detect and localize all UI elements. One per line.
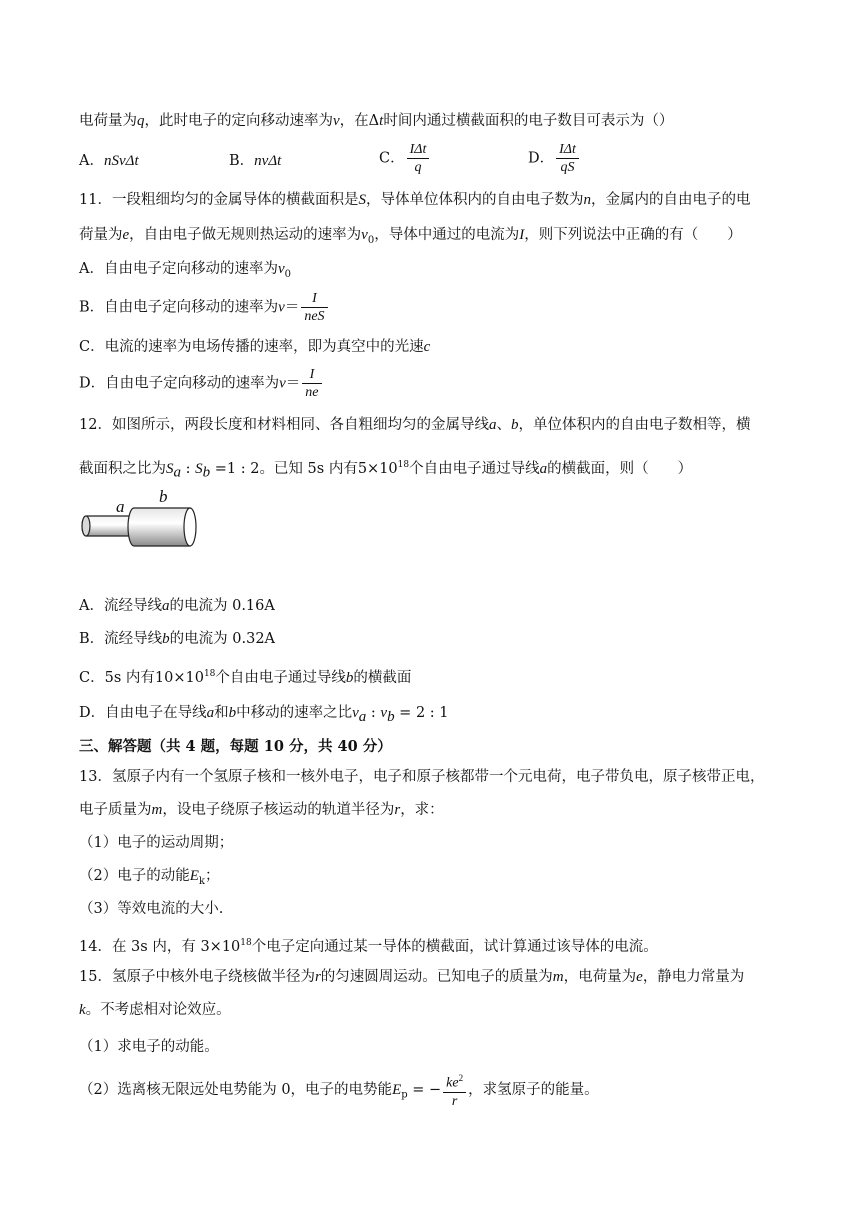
q13-subquestion-2: （2）电子的动能$E_k$； <box>79 868 220 887</box>
q11-stem-line1: 11．一段粗细均匀的金属导体的横截面积是S，导体单位体积内的自由电子数为n，金属内的自由电子的电 <box>79 192 751 208</box>
q10-option-b: B．nvΔt <box>229 153 282 169</box>
q14-stem: 14．在 3s 内，有 $3\times 10^{18}$个电子定向通过某一导体的横截面，试计算通过该导体的电流。 <box>79 938 658 955</box>
q11-option-b: B．自由电子定向移动的速率为v＝ $\frac{I}{\text{neS}}$ <box>79 290 330 325</box>
wire-b-end <box>184 508 196 546</box>
q10-stem <box>79 111 673 131</box>
q11-option-d: D．自由电子定向移动的速率为v＝ $\frac{I}{ne}$ <box>79 366 324 401</box>
q12-option-a: A．流经导线a的电流为 0.16A <box>79 598 275 614</box>
q12-stem-line2: 截面积之比为$S_a$ : $S_b =1$ : 2。已知 5s 内有$5\times 10^{18}$个自由电子通过导线a的横截面，则（ ） <box>79 460 693 481</box>
q12-stem-line1: 12．如图所示，两段长度和材料相同、各自粗细均匀的金属导线a、b，单位体积内的自由电子数相等，横 <box>79 417 751 433</box>
wire-b <box>128 508 190 546</box>
q15-subquestion-2: （2）选离核无限远处电势能为 0，电子的电势能$E_p$ = − $\frac{ke^2}{r}$ ，求氢原子的能量。 <box>79 1070 599 1110</box>
q10-stem-text: 电荷量为 <box>79 113 137 129</box>
q12-option-d: D．自由电子在导线a和b中移动的速率之比$v_a$ : $v_b = 2$ : 1 <box>79 705 449 725</box>
q11-option-a: A．自由电子定向移动的速率为$v_0$ <box>79 261 292 280</box>
q12-wire-figure <box>76 486 206 552</box>
q13-subquestion-3: （3）等效电流的大小. <box>79 901 224 917</box>
section-heading: 三、解答题（共 4 题，每题 10 分，共 40 分） <box>79 738 392 755</box>
wire-a-label: a <box>116 497 125 516</box>
fraction: $\frac{I}{\text{neS}}$ <box>301 290 327 325</box>
q15-stem-line2: k。不考虑相对论效应。 <box>79 1002 231 1018</box>
fraction: $\frac{I}{ne}$ <box>302 366 321 401</box>
q10-stem-text: ，此时电子的定向移动速率为 <box>144 113 333 129</box>
wire-a-end <box>82 516 90 536</box>
q11-option-c: C．电流的速率为电场传播的速率，即为真空中的光速c <box>79 339 431 355</box>
q10-var-t: t <box>379 113 384 129</box>
q10-stem-text: ，在Δ <box>339 113 380 129</box>
q12-option-b: B．流经导线b的电流为 0.32A <box>79 631 276 647</box>
q10-option-c: C． $\frac{\text{IΔt}}{q}$ <box>379 141 431 176</box>
fraction: $\frac{\text{IΔt}}{qS}$ <box>556 141 579 176</box>
q13-stem-line2: 电子质量为m，设电子绕原子核运动的轨道半径为r，求： <box>79 802 444 818</box>
q15-subquestion-1: （1）求电子的动能。 <box>79 1039 219 1055</box>
q10-option-a: A．nSvΔt <box>79 153 139 169</box>
q10-option-d: D． $\frac{\text{IΔt}}{qS}$ <box>528 141 581 176</box>
q13-stem-line1: 13．氢原子内有一个氢原子核和一核外电子，电子和原子核都带一个元电荷，电子带负电，原子核带正电， <box>79 769 765 785</box>
q10-stem-text: 时间内通过横截面积的电子数目可表示为（） <box>383 113 674 129</box>
q13-subquestion-1: （1）电子的运动周期； <box>79 835 234 851</box>
wire-b-label: b <box>159 487 168 506</box>
q11-stem-line2: 荷量为e，自由电子做无规则热运动的速率为$v_0$，导体中通过的电流为I，则下列说法中正确的有（ ） <box>79 227 742 246</box>
q12-option-c: C．5s 内有$10\times 10^{18}$个自由电子通过导线b的横截面 <box>79 669 412 686</box>
q15-stem-line1: 15．氢原子中核外电子绕核做半径为r的匀速圆周运动。已知电子的质量为m，电荷量为e，静电力常量为 <box>79 969 745 985</box>
fraction: $\frac{\text{IΔt}}{q}$ <box>407 141 430 176</box>
fraction: $\frac{ke^2}{r}$ <box>443 1070 466 1110</box>
q10-var-q: q <box>137 113 145 129</box>
q10-var-v: v <box>333 113 340 129</box>
